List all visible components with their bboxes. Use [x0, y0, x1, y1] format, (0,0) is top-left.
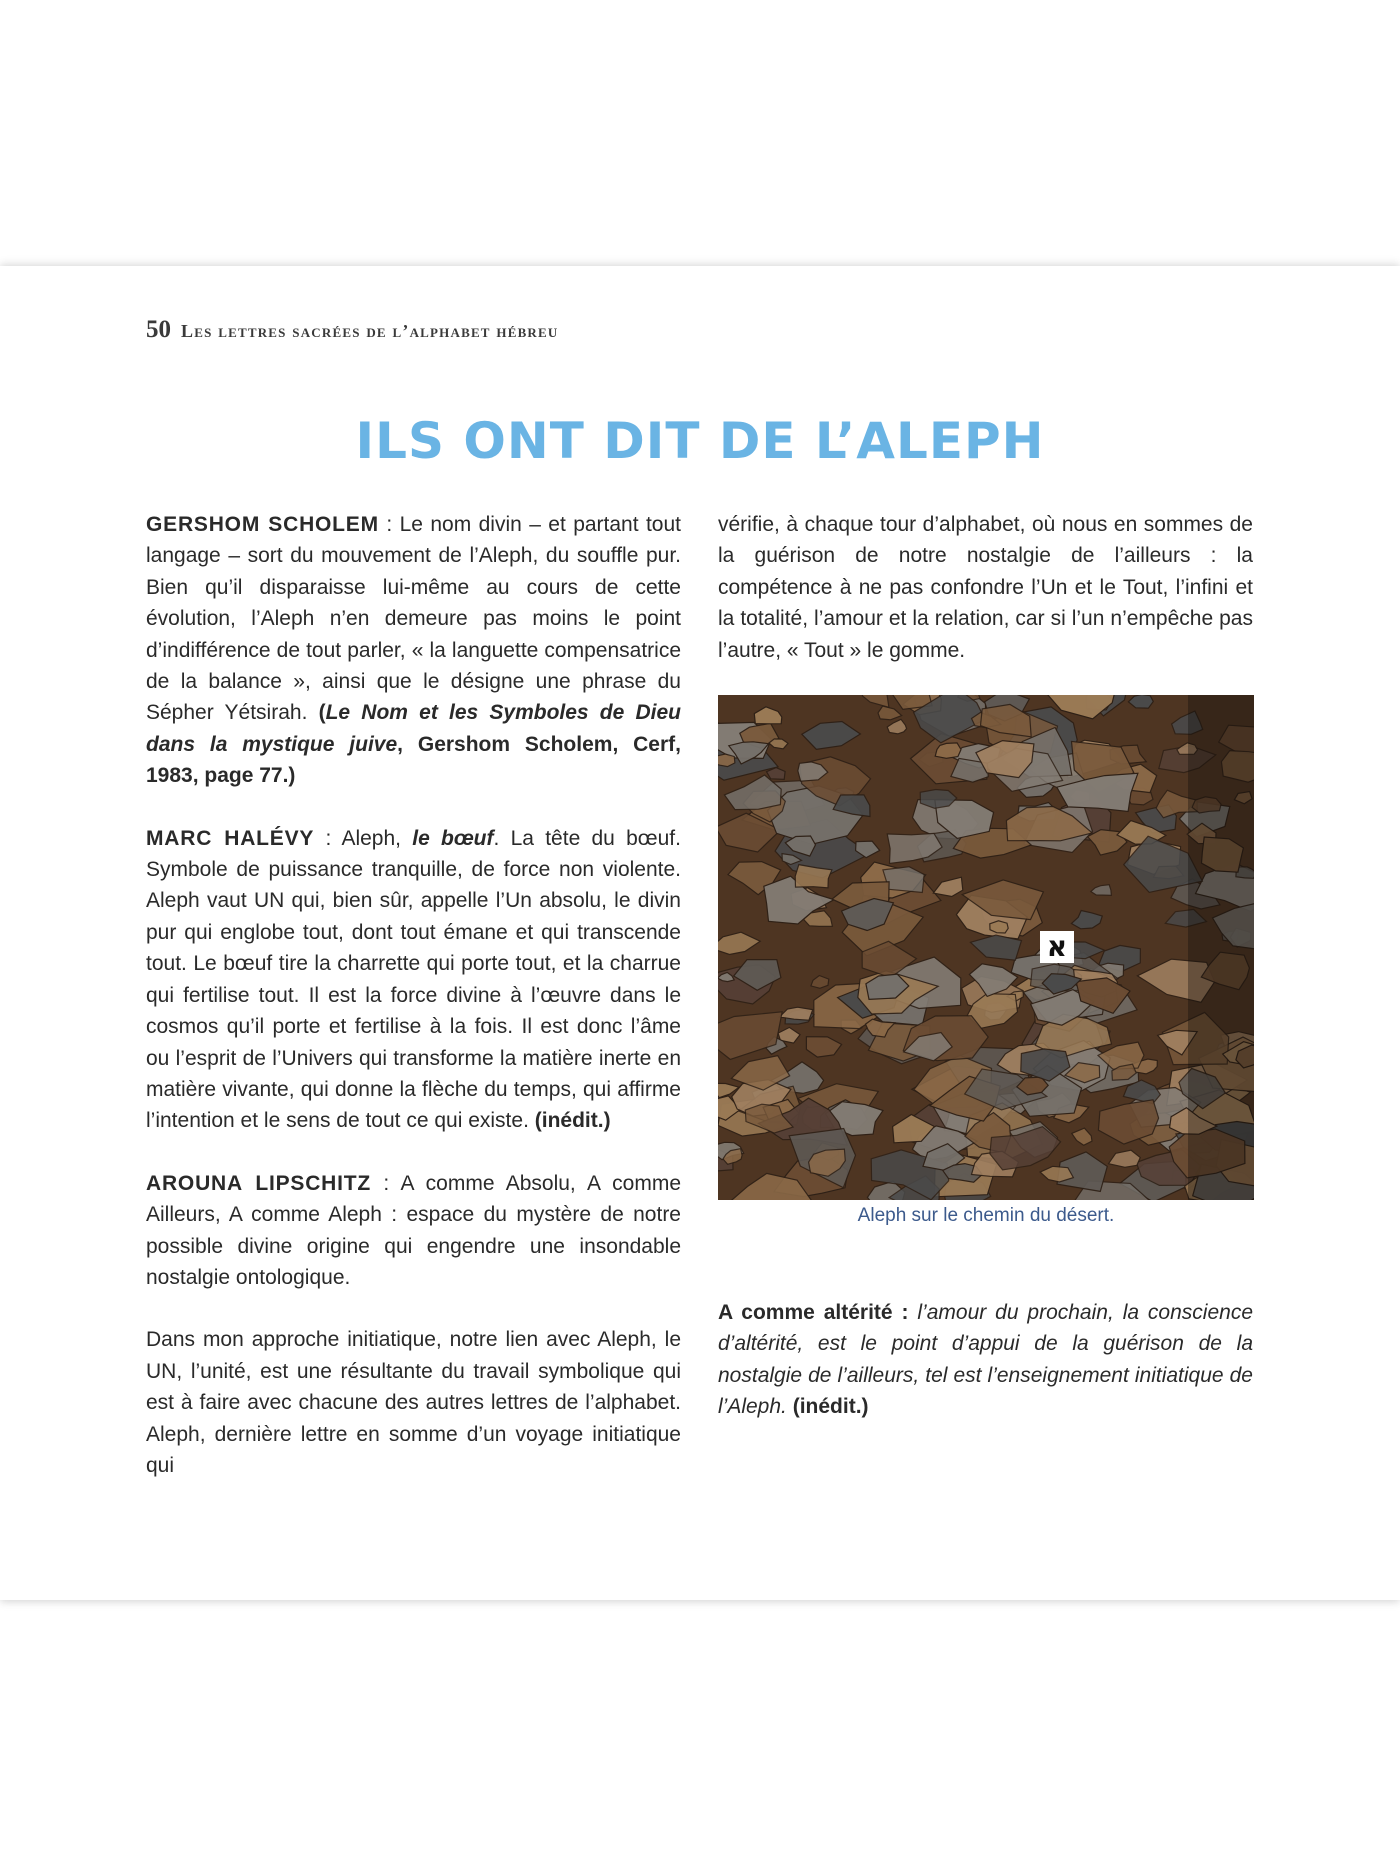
quote-scholem: GERSHOM SCHOLEM : Le nom divin – et partant tout langage – sort du mouvement de l’Aleph, du souffle pur. Bien qu’il disparaisse lui-même au cours de cette évolution, l’Aleph n’en demeure pas moins le point d’indifférence de tout parler, « la languette compensatrice de la balance », ainsi que le désigne une phrase du Sépher Yétsirah. (Le Nom et les Symboles de Dieu dans la mystique juive, Gershom Scholem, Cerf, 1983, page 77.) [146, 513, 682, 788]
photo-caption: Aleph sur le chemin du désert. [857, 1205, 1115, 1226]
desert-photo [718, 695, 1254, 1200]
author-name: GERSHOM SCHOLEM [146, 513, 379, 536]
right-column [718, 509, 1253, 697]
aleph-letter-sign: א [1040, 931, 1074, 963]
rocky-ground-image [718, 695, 1254, 1200]
author-name: AROUNA LIPSCHITZ [146, 1171, 372, 1195]
reference: (inédit.) [534, 1109, 611, 1133]
reference: (inédit.) [792, 1395, 869, 1419]
left-column [146, 509, 681, 1512]
paragraph-initiatique: Dans mon approche initiatique, notre lien avec Aleph, le UN, l’unité, est une résultante du travail symbolique qui est à faire avec chacune des autres lettres de l’alphabet. Aleph, dernière lettre en somme d’un voyage initiatique qui [146, 1328, 681, 1477]
page-title: ILS ONT DIT DE L’ALEPH [355, 412, 1045, 470]
book-title: Les lettres sacrées de l’alphabet hébreu [181, 321, 559, 341]
running-head [146, 316, 558, 344]
page-number: 50 [146, 316, 171, 343]
author-name: MARC HALÉVY [146, 826, 315, 850]
quote-halevy: MARC HALÉVY : Aleph, le bœuf. La tête du bœuf. Symbole de puissance tranquille, de force non violente. Aleph vaut UN qui, bien sûr, appelle l’Un absolu, le divin pur qui englobe tout, dont tout émane et qui transcende tout. Le bœuf tire la charrette qui porte tout, et la charrue qui fertilise tout. Il est la force divine à l’œuvre dans le cosmos qu’il porte et fertilise à la fois. Il est donc l’âme ou l’esprit de l’Univers qui transforme la matière inerte en matière vivante, qui donne la flèche du temps, qui affirme l’intention et le sens de tout ce qui existe. (inédit.) [146, 826, 681, 1133]
quote-lipschitz: AROUNA LIPSCHITZ : A comme Absolu, A comme Ailleurs, A comme Aleph : espace du mystère de notre possible divine origine qui engendre une insondable nostalgie ontologique. [146, 1171, 682, 1289]
altérité-paragraph: A comme altérité : l’amour du prochain, la conscience d’altérité, est le point d’appui de la guérison de la nostalgie de l’ailleurs, tel est l’enseignement initiatique de l’Aleph. (inédit.) [718, 1301, 1253, 1419]
paragraph-continued: vérifie, à chaque tour d’alphabet, où nous en sommes de la guérison de notre nostalgie de l’ailleurs : la compétence à ne pas confondre l’Un et le Tout, l’infini et la totalité, l’amour et la relation, car si l’un n’empêche pas l’autre, « Tout » le gomme. [718, 513, 1253, 662]
reference-title: Le Nom et les Symboles de Dieu dans la mystique juive [146, 701, 681, 756]
lead-label: A comme altérité : [718, 1301, 909, 1324]
